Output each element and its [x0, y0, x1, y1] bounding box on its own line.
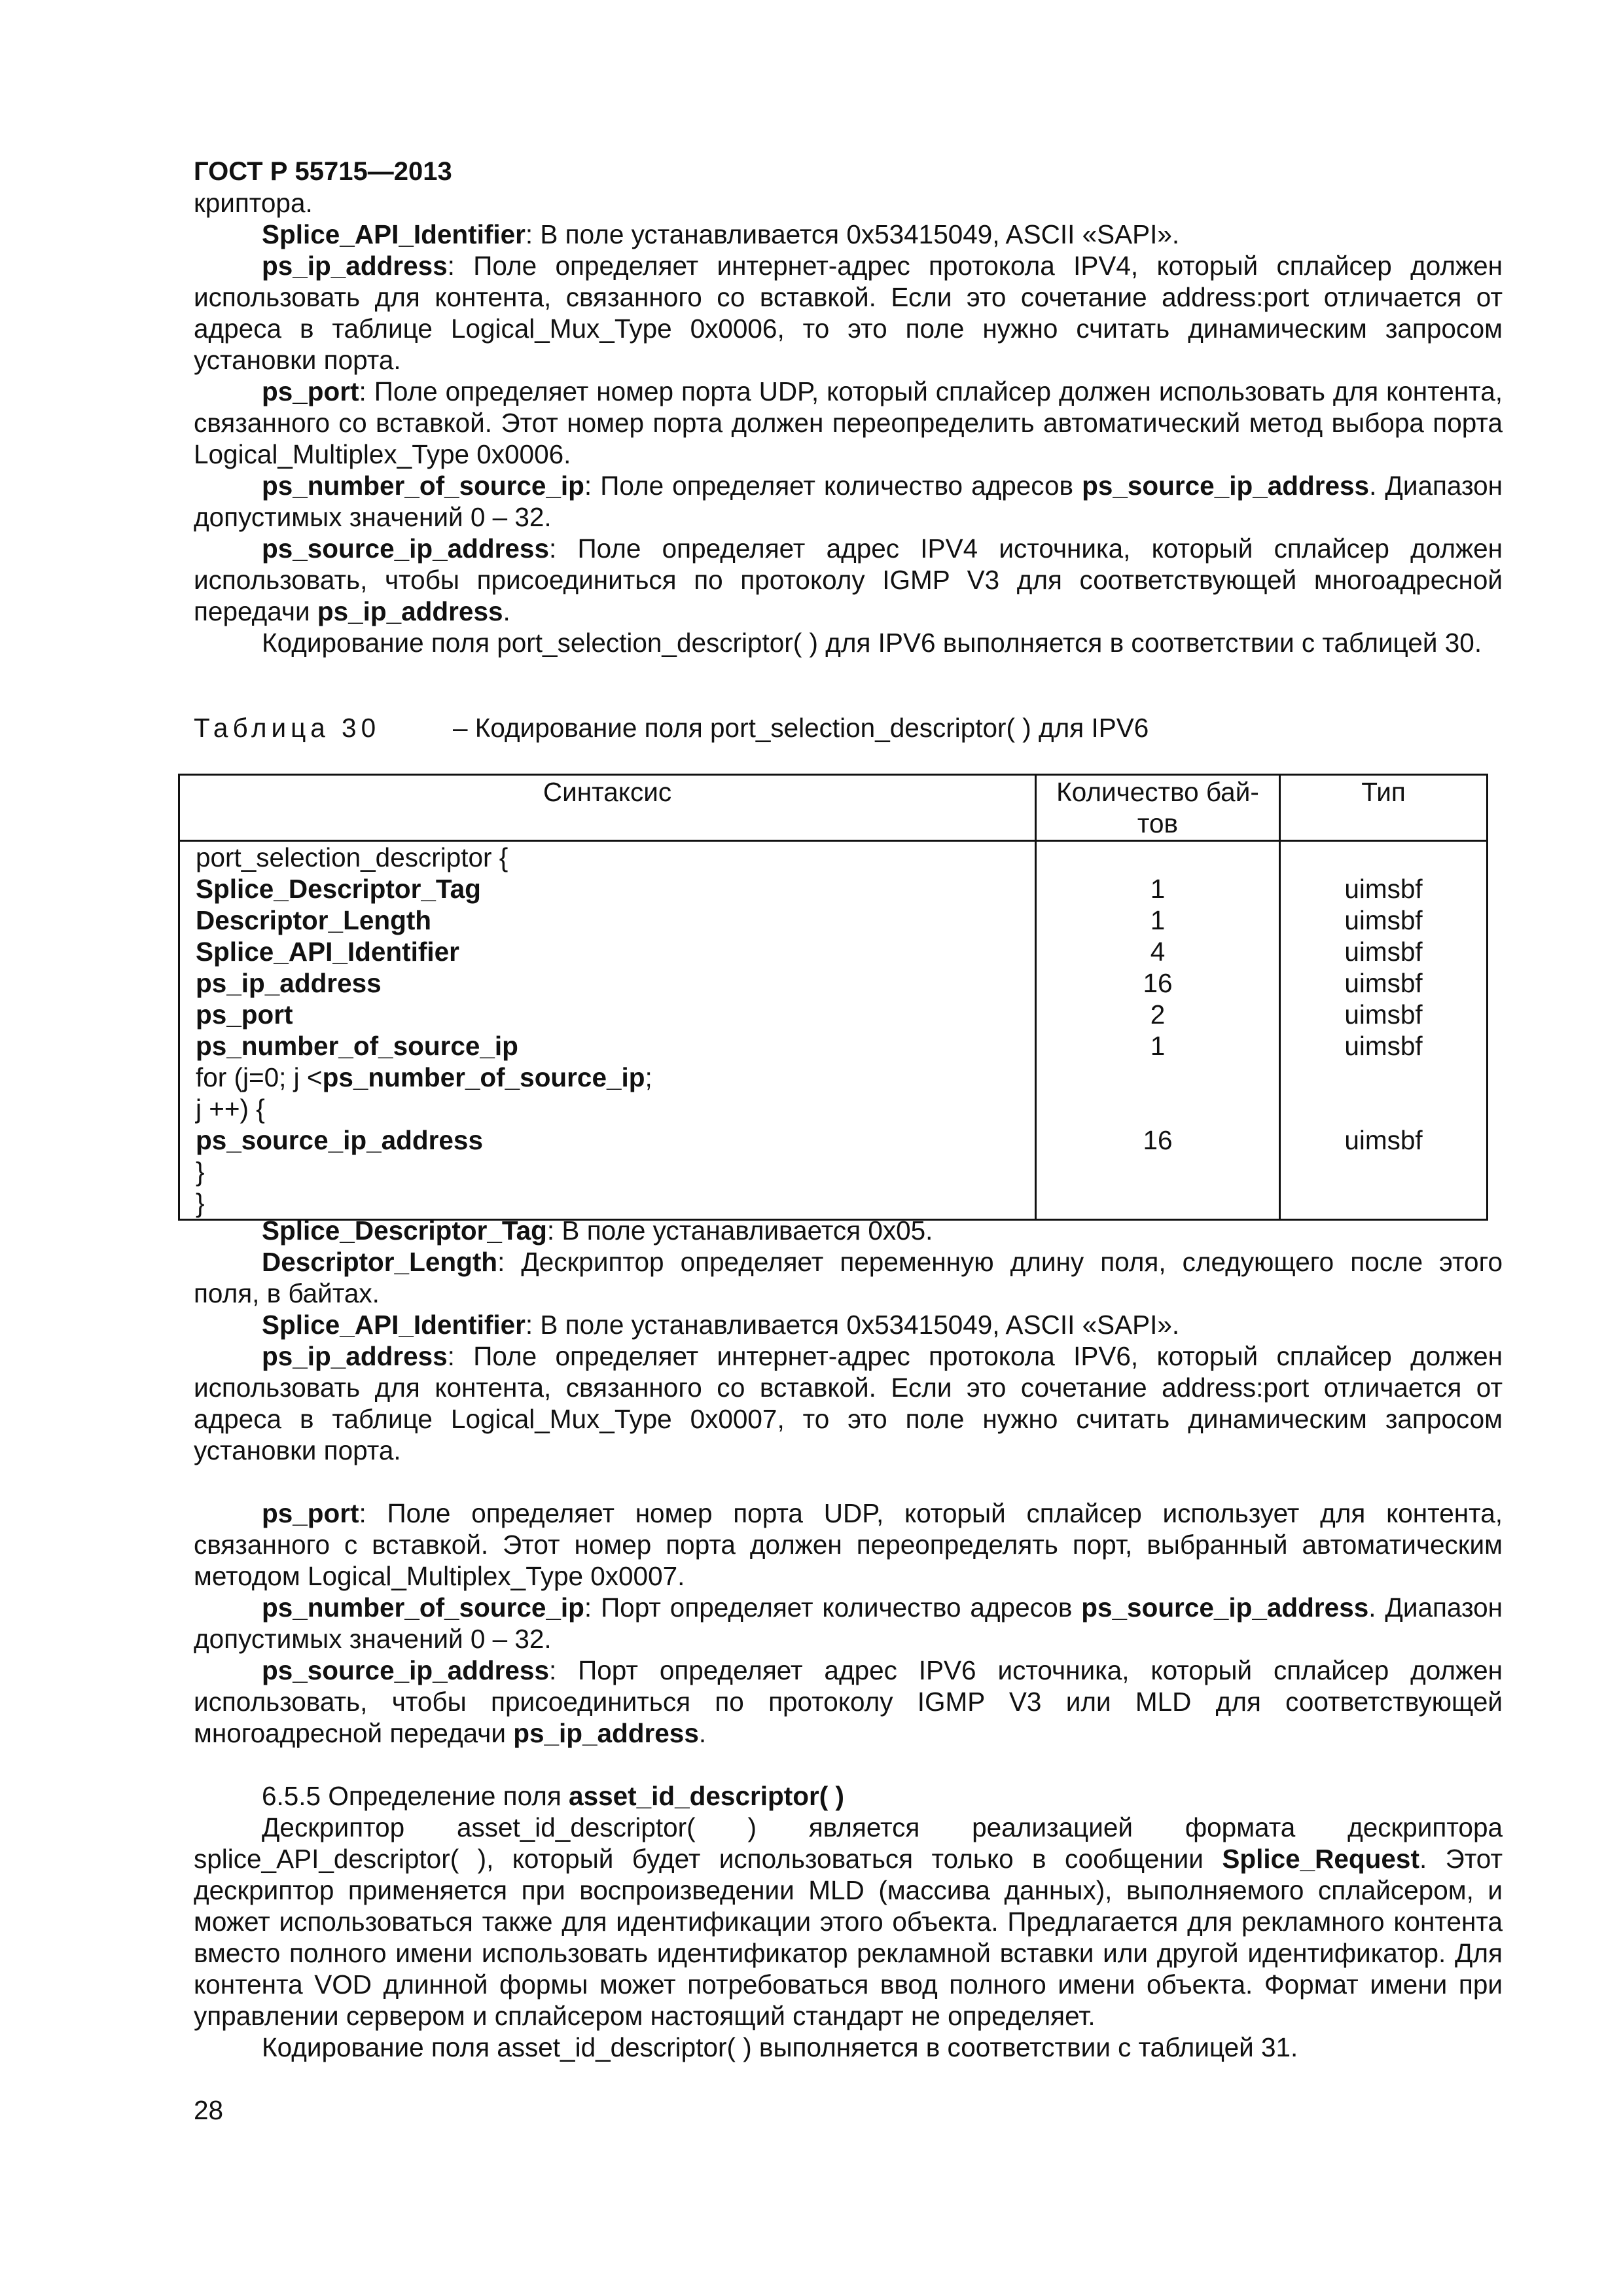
- syntax-cell: Splice_API_Identifier: [196, 937, 459, 967]
- paragraph: [194, 1215, 1503, 1246]
- syntax-cell: ps_source_ip_address: [196, 1125, 483, 1155]
- bytes-cell: 1: [1150, 1031, 1166, 1061]
- table-caption: [194, 712, 1503, 744]
- bytes-cell: 16: [1143, 1125, 1173, 1155]
- text-run: : Поле определяет адрес IPV4 источника, который сплайсер должен использовать, чтобы присоединиться по протоколу IGMP V3 для соответствующей многоадресной передачи: [194, 533, 1503, 626]
- paragraph: [194, 470, 1503, 533]
- syntax-cell: ps_port: [196, 999, 293, 1030]
- text-run: : Поле определяет интернет-адрес протокола IPV6, который сплайсер должен использовать для контента, связанного со вставкой. Если это сочетание address:port отличается от адреса в таблице Logical_Mux_Type 0x0007, то это поле нужно считать динамическим запросом установки порта.: [194, 1341, 1503, 1465]
- text-run: 6.5.5 Определение поля: [262, 1781, 569, 1811]
- syntax-cell: Descriptor_Length: [196, 905, 432, 935]
- paragraph: [194, 1780, 1503, 1812]
- text-run: : Поле определяет номер порта UDP, который сплайсер должен использовать для контента, связанного со вставкой. Этот номер порта должен переопределить автоматический метод выбора порта Logical_Multiplex_Type 0x0006.: [194, 376, 1503, 469]
- syntax-cell: }: [196, 1157, 205, 1187]
- field-name: ps_ip_address: [317, 596, 503, 626]
- paragraph: [194, 1309, 1503, 1340]
- field-name: Splice_API_Identifier: [262, 219, 526, 249]
- text-run: Кодирование поля port_selection_descriptor( ) для IPV6 выполняется в соответствии с таблицей 30.: [262, 628, 1482, 658]
- text-run: . Этот дескриптор применяется при воспроизведении MLD (массива данных), выполняемого сплайсером, и может использоваться также для идентификации этого объекта. Предлагается для рекламного контента вместо полного имени использовать идентификатор рекламной вставки или другой идентификатор. Для контента VOD длинной формы может потребоваться ввод полного имени объекта. Формат имени при управлении сервером и сплайсером настоящий стандарт не определяет.: [194, 1844, 1503, 2031]
- bytes-cell: 16: [1143, 968, 1173, 998]
- field-name: Splice_API_Identifier: [262, 1310, 526, 1340]
- bytes-cell: 4: [1150, 937, 1166, 967]
- text-run: : Порт определяет количество адресов: [584, 1592, 1082, 1623]
- field-name: ps_source_ip_address: [1082, 471, 1370, 501]
- type-column: [1280, 841, 1488, 1220]
- field-name: ps_port: [262, 1498, 359, 1528]
- text-run: . Диапазон допустимых значений 0 – 32.: [194, 1592, 1503, 1654]
- type-cell: [1281, 1187, 1486, 1219]
- bytes-cell: [1037, 1156, 1279, 1187]
- paragraph-gap: [194, 1749, 1503, 1780]
- bytes-cell: [1037, 1093, 1279, 1124]
- field-name: ps_ip_address: [262, 251, 448, 281]
- text-run: : Поле определяет количество адресов: [584, 471, 1082, 501]
- syntax-cell: for (j=0; j <ps_number_of_source_ip;: [196, 1062, 652, 1092]
- field-name: Splice_Request: [1222, 1844, 1419, 1874]
- bytes-cell: [1037, 1187, 1279, 1219]
- type-cell: uimsbf: [1344, 999, 1423, 1030]
- header-bytes-label: Количество бай- тов: [1056, 777, 1259, 838]
- field-name: ps_source_ip_address: [262, 533, 549, 564]
- field-name: ps_source_ip_address: [262, 1655, 549, 1685]
- bytes-cell: 2: [1150, 999, 1166, 1030]
- text-run: . Диапазон допустимых значений 0 – 32.: [194, 471, 1503, 532]
- paragraph: [194, 1655, 1503, 1749]
- field-name: Descriptor_Length: [262, 1247, 498, 1277]
- paragraph: [194, 2032, 1503, 2063]
- type-cell: [1281, 1156, 1486, 1187]
- field-name: asset_id_descriptor( ): [569, 1781, 844, 1811]
- syntax-cell: }: [196, 1188, 205, 1218]
- bytes-column: [1036, 841, 1280, 1220]
- paragraph: [194, 250, 1503, 376]
- text-run: : В поле устанавливается 0x05.: [546, 1215, 933, 1246]
- paragraph: [194, 1498, 1503, 1592]
- type-cell: uimsbf: [1344, 937, 1423, 967]
- bytes-cell: [1037, 1062, 1279, 1093]
- syntax-cell: port_selection_descriptor {: [196, 842, 508, 872]
- syntax-column: [179, 841, 1036, 1220]
- type-cell: [1281, 1062, 1486, 1093]
- paragraph: [194, 219, 1503, 250]
- field-name: Splice_Descriptor_Tag: [262, 1215, 547, 1246]
- syntax-table: [178, 774, 1488, 1221]
- paragraph: [194, 1812, 1503, 2032]
- bytes-cell: 1: [1150, 874, 1166, 904]
- text-run: : В поле устанавливается 0x53415049, ASCII «SAPI».: [525, 1310, 1180, 1340]
- standard-designation: ГОСТ Р 55715—2013: [194, 157, 452, 186]
- paragraph: [194, 1246, 1503, 1309]
- field-name: ps_source_ip_address: [1081, 1592, 1369, 1623]
- text-run: : В поле устанавливается 0x53415049, ASCII «SAPI».: [525, 219, 1180, 249]
- intro-text-block: [194, 187, 1503, 658]
- text-run: : Поле определяет интернет-адрес протокола IPV4, который сплайсер должен использовать для контента, связанного со вставкой. Если это сочетание address:port отличается от адреса в таблице Logical_Mux_Type 0x0006, то это поле нужно считать динамическим запросом установки порта.: [194, 251, 1503, 375]
- type-cell: uimsbf: [1344, 968, 1423, 998]
- description-text-block: [194, 1215, 1503, 2063]
- field-name: ps_port: [262, 376, 359, 406]
- header-type: Тип: [1280, 775, 1488, 841]
- text-run: криптора.: [194, 188, 313, 218]
- table-caption-title: – Кодирование поля port_selection_descriptor( ) для IPV6: [453, 713, 1149, 743]
- table-caption-label: Таблица 30: [194, 713, 381, 743]
- paragraph: [194, 376, 1503, 470]
- page-number: 28: [194, 2095, 224, 2125]
- field-name: ps_ip_address: [262, 1341, 448, 1371]
- type-cell: [1281, 842, 1486, 873]
- type-cell: uimsbf: [1344, 1125, 1423, 1155]
- text-run: Дескриптор asset_id_descriptor( ) является реализацией формата дескриптора splice_API_descriptor( ), который будет использоваться только в сообщении: [194, 1812, 1503, 1874]
- text-run: : Поле определяет номер порта UDP, который сплайсер использует для контента, связанного с вставкой. Этот номер порта должен переопределять порт, выбранный автоматическим методом Logical_Multiplex_Type 0x0007.: [194, 1498, 1503, 1591]
- syntax-cell: ps_ip_address: [196, 968, 382, 998]
- type-cell: [1281, 1093, 1486, 1124]
- field-name: ps_number_of_source_ip: [262, 471, 584, 501]
- syntax-cell: ps_number_of_source_ip: [196, 1031, 518, 1061]
- table-body-row: [179, 841, 1488, 1220]
- syntax-cell: j ++) {: [196, 1094, 265, 1124]
- paragraph: [194, 627, 1503, 658]
- paragraph: [194, 1592, 1503, 1655]
- paragraph: [194, 1340, 1503, 1466]
- paragraph: [194, 187, 1503, 219]
- table-header-row: [179, 775, 1488, 841]
- header-bytes: [1036, 775, 1280, 841]
- bytes-cell: [1037, 842, 1279, 873]
- type-cell: uimsbf: [1344, 905, 1423, 935]
- text-run: : Порт определяет адрес IPV6 источника, который сплайсер должен использовать, чтобы присоединиться по протоколу IGMP V3 или MLD для соответствующей многоадресной передачи: [194, 1655, 1503, 1748]
- bytes-cell: 1: [1150, 905, 1166, 935]
- type-cell: uimsbf: [1344, 1031, 1423, 1061]
- paragraph: [194, 533, 1503, 627]
- syntax-cell: Splice_Descriptor_Tag: [196, 874, 481, 904]
- text-run: : Дескриптор определяет переменную длину поля, следующего после этого поля, в байтах.: [194, 1247, 1503, 1308]
- text-run: .: [503, 596, 510, 626]
- field-name: ps_number_of_source_ip: [262, 1592, 584, 1623]
- text-run: .: [698, 1718, 707, 1748]
- paragraph-gap: [194, 1466, 1503, 1498]
- text-run: Кодирование поля asset_id_descriptor( ) выполняется в соответствии с таблицей 31.: [262, 2032, 1298, 2062]
- header-syntax: Синтаксис: [179, 775, 1036, 841]
- type-cell: uimsbf: [1344, 874, 1423, 904]
- field-name: ps_ip_address: [513, 1718, 699, 1748]
